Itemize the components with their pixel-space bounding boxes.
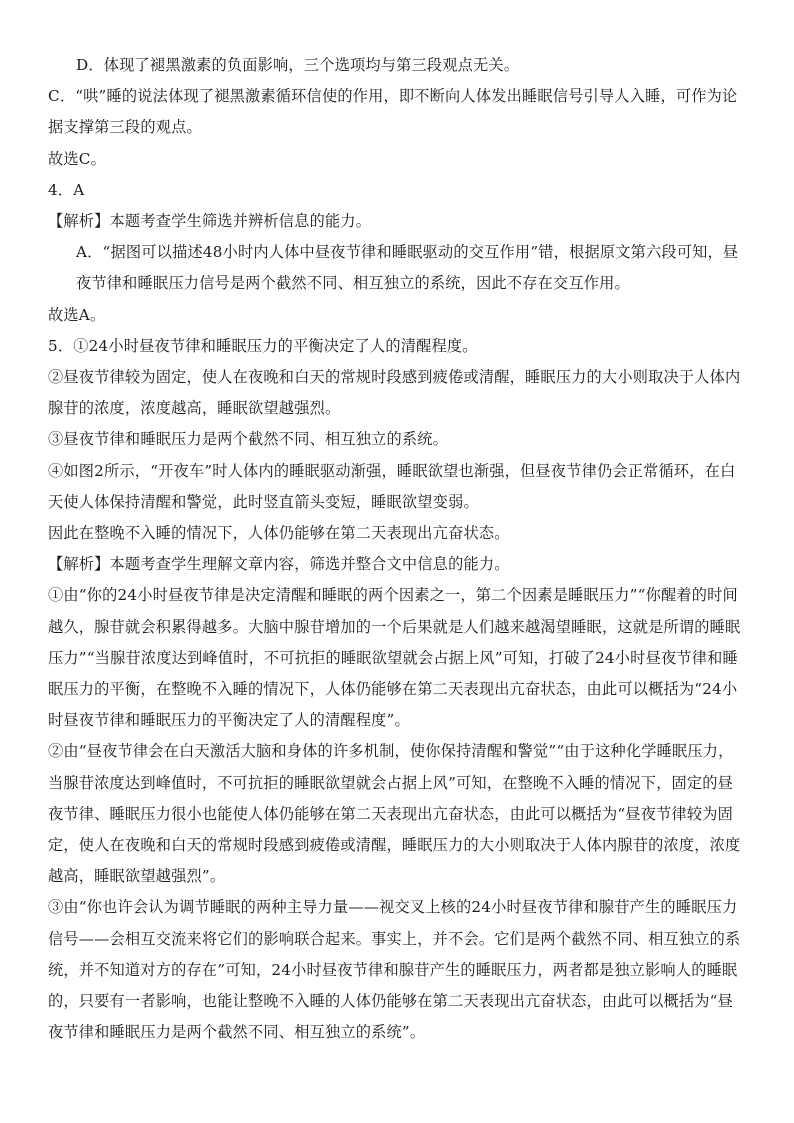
question-5-conclusion: 因此在整晚不入睡的情况下，人体仍能够在第二天表现出亢奋状态。: [48, 524, 510, 543]
option-d-analysis: D．体现了褪黑激素的负面影响，三个选项均与第三段观点无关。: [76, 56, 520, 74]
question-5-point-4: ④如图2所示，“开夜车”时人体内的睡眠驱动渐强，睡眠欲望也渐强，但昼夜节律仍会正常循环，在白天使人体保持清醒和警觉，此时竖直箭头变短，睡眠欲望变弱。: [48, 461, 736, 511]
question-5-point-2: ②昼夜节律较为固定，使人在夜晚和白天的常规时段感到疲倦或清醒，睡眠压力的大小则取决于人体内腺苷的浓度，浓度越高，睡眠欲望越强烈。: [48, 368, 741, 418]
analysis-point-3: ③由“你也许会认为调节睡眠的两种主导力量——视交叉上核的24小时昼夜节律和腺苷产生的睡眠压力信号——会相互交流来将它们的影响联合起来。事实上，并不会。它们是两个截然不同、相互独立的系统，并不知道对方的存在”可知，24小时昼夜节律和腺苷产生的睡眠压力，两者都是独立影响人的睡眠的，只要有一者影响，也能让整晚不入睡的人体仍能够在第二天表现出亢奋状态，由此可以概括为“昼夜节律和睡眠压力是两个截然不同、相互独立的系统”。: [48, 898, 741, 1042]
analysis-point-2: ②由“昼夜节律会在白天激活大脑和身体的许多机制，使你保持清醒和警觉”“由于这种化学睡眠压力，当腺苷浓度达到峰值时，不可抗拒的睡眠欲望就会占据上风”可知，在整晚不入睡的情况下，固定的昼夜节律、睡眠压力很小也能使人体仍能够在第二天表现出亢奋状态，由此可以概括为“昼夜节律较为固定，使人在夜晚和白天的常规时段感到疲倦或清醒，睡眠压力的大小则取决于人体内腺苷的浓度，浓度越高，睡眠欲望越强烈”。: [48, 742, 741, 886]
question-4-answer: 4．A: [48, 180, 85, 199]
analysis-point-1: ①由“你的24小时昼夜节律是决定清醒和睡眠的两个因素之一，第二个因素是睡眠压力”“你醒着的时间越久，腺苷就会积累得越多。大脑中腺苷增加的一个后果就是人们越来越渴望睡眠，这就是所谓的睡眠压力”“当腺苷浓度达到峰值时，不可抗拒的睡眠欲望就会占据上风”可知，打破了24小时昼夜节律和睡眠压力的平衡，在整晚不入睡的情况下，人体仍能够在第二天表现出亢奋状态，由此可以概括为“24小时昼夜节律和睡眠压力的平衡决定了人的清醒程度”。: [48, 586, 741, 730]
question-5-point-1: 5．①24小时昼夜节律和睡眠压力的平衡决定了人的清醒程度。: [48, 336, 478, 355]
question-5-point-3: ③昼夜节律和睡眠压力是两个截然不同、相互独立的系统。: [48, 430, 449, 449]
answer-4: 故选A。: [48, 305, 106, 324]
question-4-analysis-heading: 【解析】本题考查学生筛选并辨析信息的能力。: [48, 212, 372, 231]
option-c-analysis: C．“哄”睡的说法体现了褪黑激素循环信使的作用，即不断向人体发出睡眠信号引导人入睡，可作为论据支撑第三段的观点。: [48, 87, 738, 137]
option-a-analysis: A．“据图可以描述48小时内人体中昼夜节律和睡眠驱动的交互作用”错，根据原文第六段可知，昼夜节律和睡眠压力信号是两个截然不同、相互独立的系统，因此不存在交互作用。: [76, 243, 739, 293]
question-5-analysis-heading: 【解析】本题考查学生理解文章内容，筛选并整合文中信息的能力。: [48, 555, 510, 574]
answer-3: 故选C。: [48, 149, 106, 168]
